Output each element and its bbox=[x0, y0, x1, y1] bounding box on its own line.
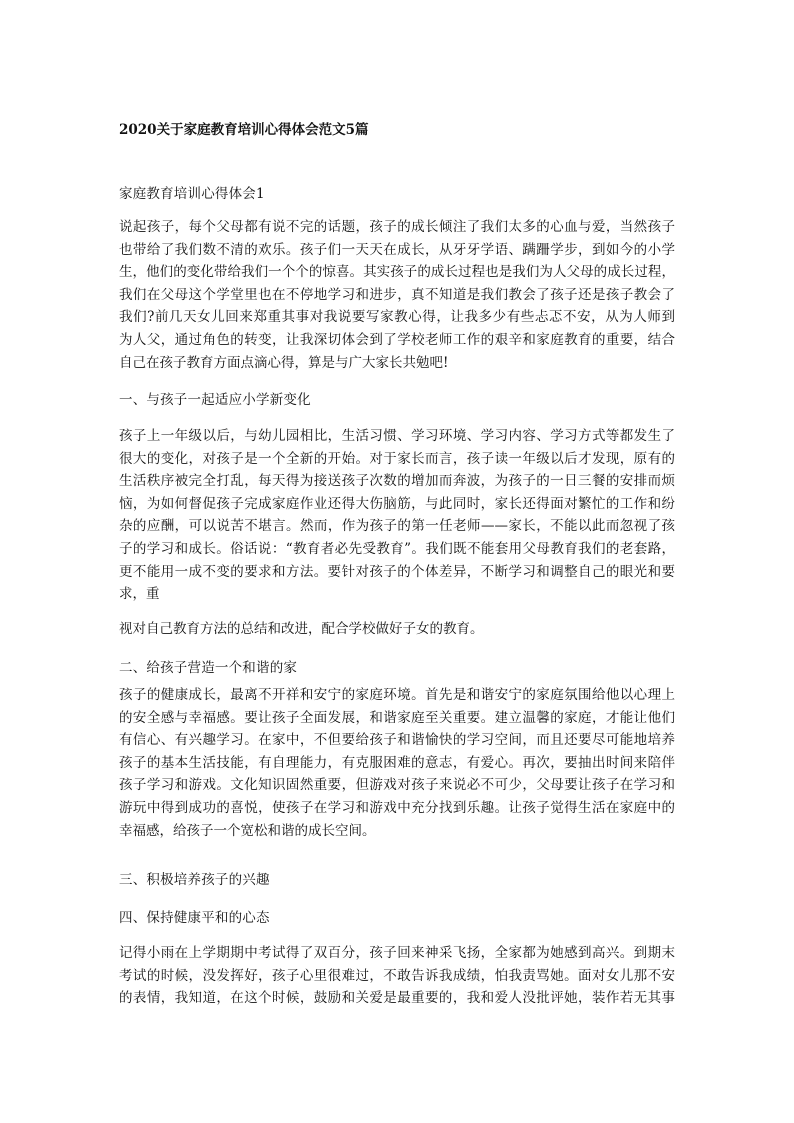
text-line: 杂的应酬，可以说苦不堪言。然而，作为孩子的第一任老师——家长，不能以此而忽视了孩 bbox=[119, 518, 675, 535]
text-line: 考试的时候，没发挥好，孩子心里很难过，不敢告诉我成绩，怕我责骂她。面对女儿那不安 bbox=[119, 967, 675, 984]
text-line: 更不能用一成不变的要求和方法。要针对孩子的个体差异，不断学习和调整自己的眼光和要 bbox=[119, 563, 675, 580]
text-line: 为人父，通过角色的转变，让我深切体会到了学校老师工作的艰辛和家庭教育的重要，结合 bbox=[119, 331, 675, 348]
text-line: 孩子的健康成长，最离不开祥和安宁的家庭环境。首先是和谐安宁的家庭氛围给他以心理上 bbox=[119, 687, 675, 703]
paragraph-1 bbox=[119, 425, 675, 606]
heading-4: 四、保持健康平和的心态 bbox=[119, 910, 270, 926]
intro-paragraph bbox=[119, 216, 675, 374]
text-line: 很大的变化，对孩子是一个全新的开始。对于家长而言，孩子读一年级以后才发现，原有的 bbox=[119, 450, 675, 467]
heading-2: 二、给孩子营造一个和谐的家 bbox=[119, 660, 298, 676]
text-line: 的安全感与幸福感。要让孩子全面发展，和谐家庭至关重要。建立温馨的家庭，才能让他们 bbox=[119, 709, 675, 726]
text-line: 我们在父母这个学堂里也在不停地学习和进步，真不知道是我们教会了孩子还是孩子教会了 bbox=[119, 286, 675, 303]
section-title: 家庭教育培训心得体会1 bbox=[119, 186, 265, 202]
paragraph-2 bbox=[119, 684, 675, 842]
text-line: 孩子上一年级以后，与幼儿园相比，生活习惯、学习环境、学习内容、学习方式等都发生了 bbox=[119, 428, 675, 444]
text-line: 也带给了我们数不清的欢乐。孩子们一天天在成长，从牙牙学语、蹒跚学步，到如今的小学 bbox=[119, 241, 675, 258]
text-line: 视对自己教育方法的总结和改进，配合学校做好子女的教育。 bbox=[119, 621, 484, 637]
text-line: 子的学习和成长。俗话说：“教育者必先受教育”。我们既不能套用父母教育我们的老套路， bbox=[119, 540, 675, 557]
text-line: 自己在孩子教育方面点滴心得，算是与广大家长共勉吧! bbox=[119, 354, 449, 371]
text-line: 生活秩序被完全打乱，每天得为接送孩子次数的增加而奔波，为孩子的一日三餐的安排而烦 bbox=[119, 473, 675, 490]
paragraph-1b bbox=[119, 618, 675, 641]
text-line: 说起孩子，每个父母都有说不完的话题，孩子的成长倾注了我们太多的心血与爱，当然孩子 bbox=[119, 219, 675, 235]
text-line: 生，他们的变化带给我们一个个的惊喜。其实孩子的成长过程也是我们为人父母的成长过程， bbox=[119, 264, 675, 281]
heading-3: 三、积极培养孩子的兴趣 bbox=[119, 872, 270, 888]
heading-1: 一、与孩子一起适应小学新变化 bbox=[119, 392, 311, 408]
text-line: 求，重 bbox=[119, 586, 160, 603]
document-title: 2020关于家庭教育培训心得体会范文5篇 bbox=[119, 122, 369, 138]
paragraph-4 bbox=[119, 942, 675, 1010]
text-line: 有信心、有兴趣学习。在家中，不但要给孩子和谐愉快的学习空间，而且还要尽可能地培养 bbox=[119, 732, 675, 749]
document-page bbox=[119, 0, 675, 1123]
text-line: 恼，为如何督促孩子完成家庭作业还得大伤脑筋，与此同时，家长还得面对繁忙的工作和纷 bbox=[119, 495, 675, 512]
text-line: 孩子学习和游戏。文化知识固然重要，但游戏对孩子来说必不可少，父母要让孩子在学习和 bbox=[119, 777, 675, 794]
text-line: 孩子的基本生活技能，有自理能力，有克服困难的意志，有爱心。再次，要抽出时间来陪伴 bbox=[119, 754, 675, 771]
text-line: 游玩中得到成功的喜悦，使孩子在学习和游戏中充分找到乐趣。让孩子觉得生活在家庭中的 bbox=[119, 799, 675, 816]
text-line: 记得小雨在上学期期中考试得了双百分，孩子回来神采飞扬，全家都为她感到高兴。到期末 bbox=[119, 945, 675, 961]
text-line: 我们?前几天女儿回来郑重其事对我说要写家教心得，让我多少有些忐忑不安，从为人师到 bbox=[119, 309, 675, 326]
text-line: 幸福感，给孩子一个宽松和谐的成长空间。 bbox=[119, 822, 376, 839]
text-line: 的表情，我知道，在这个时候，鼓励和关爱是最重要的，我和爱人没批评她，装作若无其事 bbox=[119, 990, 675, 1007]
